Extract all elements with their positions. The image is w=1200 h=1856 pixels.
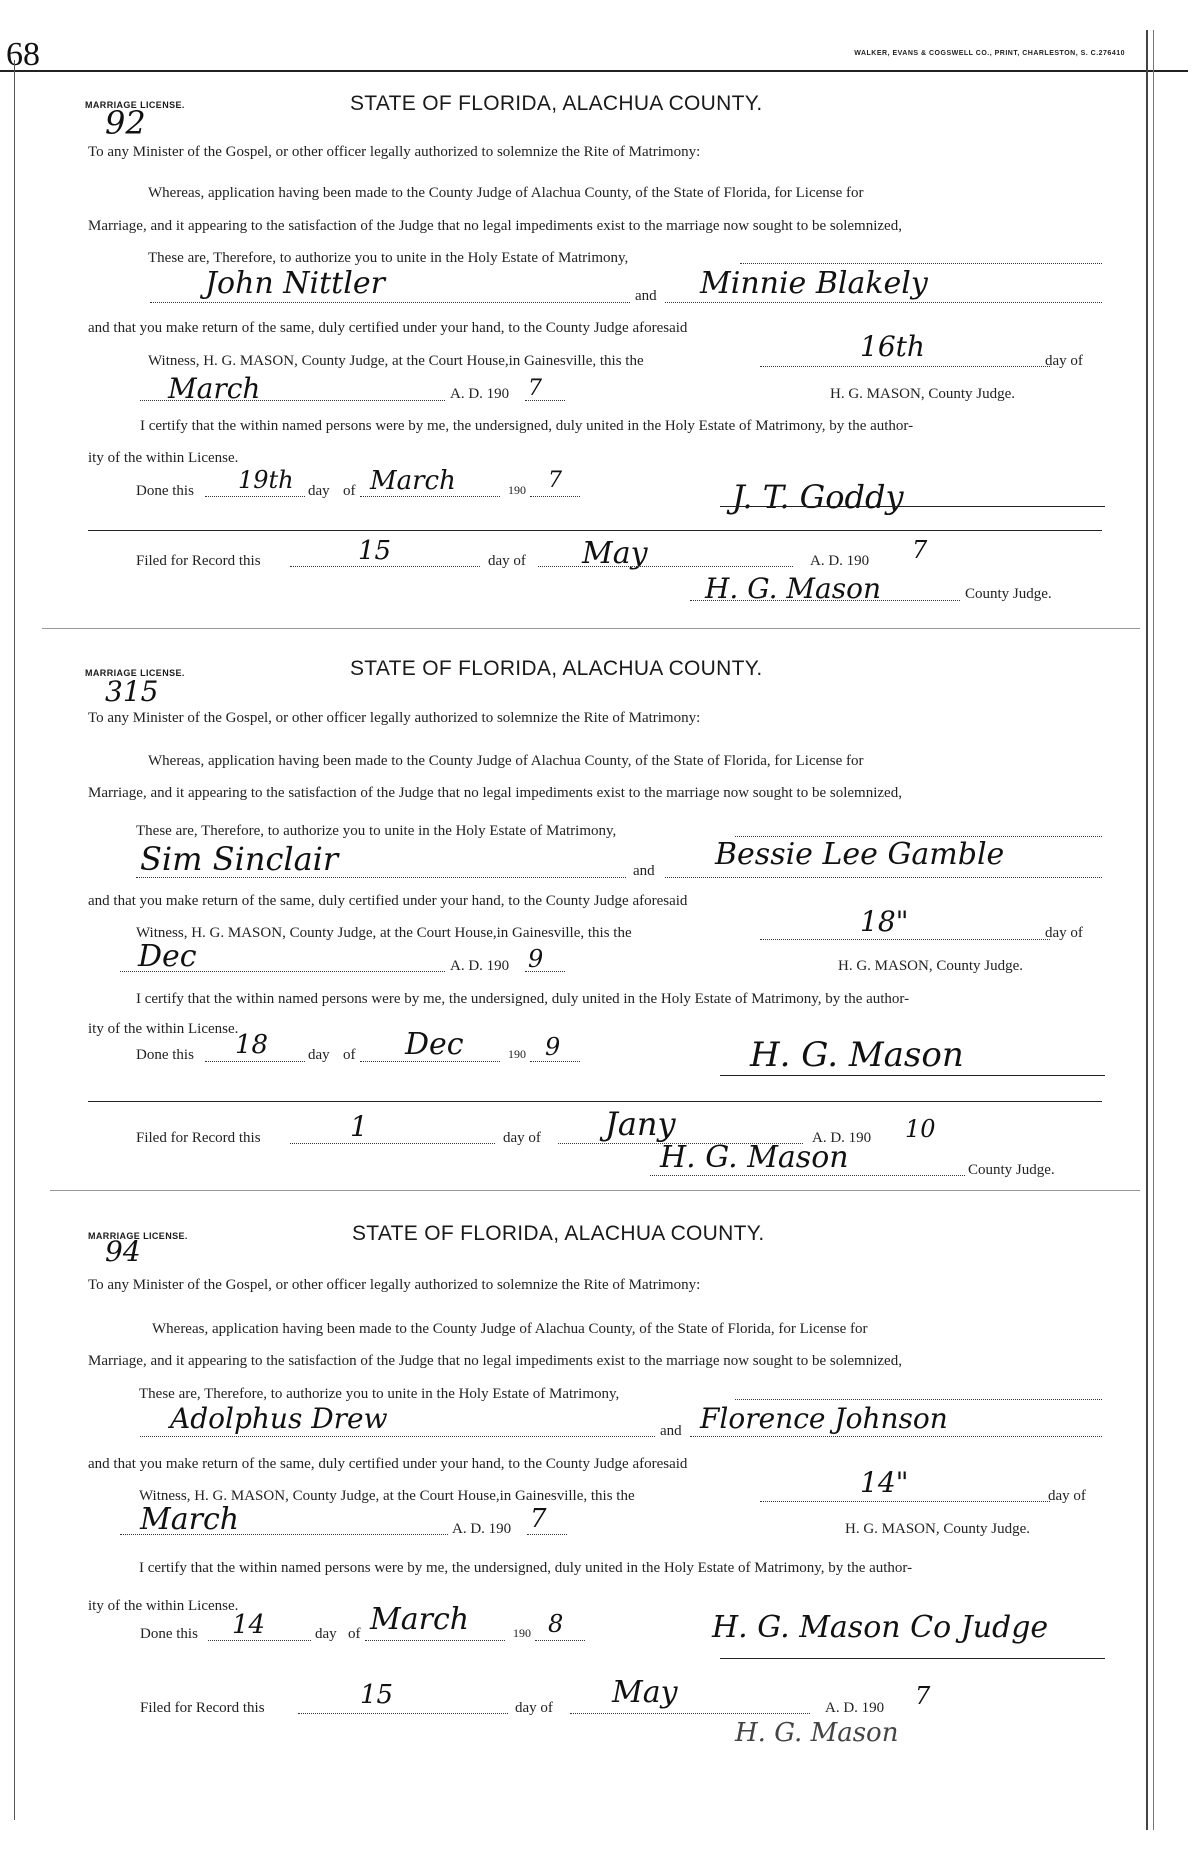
issue-day: 16th (860, 330, 925, 363)
officiant-signature: H. G. Mason (750, 1035, 964, 1075)
filed-ad-text: A. D. 190 (810, 553, 870, 569)
day-of-text: day of (515, 1700, 553, 1716)
ad-text: A. D. 190 (452, 1521, 512, 1537)
to-minister-text: To any Minister of the Gospel, or other officer legally authorized to solemnize the Rite of Matrimony: (88, 144, 701, 160)
dotted-line (140, 1436, 655, 1437)
day-of-text: day of (503, 1130, 541, 1146)
form-heading: STATE OF FLORIDA, ALACHUA COUNTY. (350, 92, 763, 115)
filed-text: Filed for Record this (140, 1700, 265, 1716)
dotted-line (290, 1143, 495, 1144)
done-day: 19th (238, 466, 294, 494)
filed-day: 15 (358, 536, 392, 566)
dotted-line (208, 1640, 311, 1641)
authority-text: ity of the within License. (88, 450, 239, 466)
filed-month: Jany (605, 1105, 676, 1143)
issue-year: 9 (528, 945, 544, 973)
done-month: March (370, 466, 456, 496)
year-prefix: 190 (513, 1626, 531, 1640)
done-year: 8 (548, 1610, 564, 1638)
bride-name: Minnie Blakely (700, 266, 928, 301)
return-text: and that you make return of the same, duly certified under your hand, to the County Judge aforesaid (88, 893, 688, 909)
and-text: and (635, 288, 657, 304)
section-rule (88, 1101, 1102, 1102)
groom-name: Adolphus Drew (170, 1402, 388, 1435)
dotted-line (525, 971, 565, 972)
filed-signature: H. G. Mason (660, 1140, 849, 1175)
left-margin-rule (14, 60, 15, 1820)
signature-line (720, 1075, 1105, 1076)
license-number: 94 (105, 1235, 141, 1268)
dotted-line (760, 939, 1050, 940)
license-number: 315 (105, 675, 159, 708)
filed-month: May (612, 1675, 678, 1710)
certify-text: I certify that the within named persons were by me, the undersigned, duly united in the Holy Estate of Matrimony, by the author- (139, 1560, 913, 1576)
filed-text: Filed for Record this (136, 1130, 261, 1146)
issue-month: March (140, 1502, 240, 1537)
marriage-text: Marriage, and it appearing to the satisfaction of the Judge that no legal impediments exist to the marriage now sought to be solemnized, (88, 1353, 902, 1369)
dotted-line (150, 302, 630, 303)
record-divider (50, 1190, 1140, 1191)
and-text: and (660, 1423, 682, 1439)
section-rule (88, 530, 1102, 531)
county-judge-text: County Judge. (968, 1162, 1055, 1178)
judge-text: H. G. MASON, County Judge. (845, 1521, 1031, 1537)
bride-name: Bessie Lee Gamble (715, 837, 1005, 872)
officiant-signature: J. T. Goddy (732, 478, 904, 516)
done-month: Dec (405, 1027, 464, 1062)
dotted-line (298, 1713, 508, 1714)
to-minister-text: To any Minister of the Gospel, or other officer legally authorized to solemnize the Rite of Matrimony: (88, 1277, 701, 1293)
dotted-line (205, 496, 305, 497)
certify-text: I certify that the within named persons were by me, the undersigned, duly united in the Holy Estate of Matrimony, by the author- (136, 991, 910, 1007)
day-of-text: day of (1045, 925, 1083, 941)
dotted-line (365, 1640, 505, 1641)
ad-text: A. D. 190 (450, 386, 510, 402)
form-heading: STATE OF FLORIDA, ALACHUA COUNTY. (350, 657, 763, 680)
dotted-line (665, 877, 1102, 878)
year-prefix: 190 (508, 483, 526, 497)
filed-year: 7 (912, 536, 928, 564)
marriage-text: Marriage, and it appearing to the satisfaction of the Judge that no legal impediments exist to the marriage now sought to be solemnized, (88, 785, 902, 801)
dotted-line (290, 566, 480, 567)
day-of-text: day of (488, 553, 526, 569)
filed-signature: H. G. Mason (735, 1718, 899, 1748)
witness-text: Witness, H. G. MASON, County Judge, at the Court House,in Gainesville, this the (139, 1488, 635, 1504)
ad-text: A. D. 190 (450, 958, 510, 974)
filed-month: May (582, 536, 648, 571)
of-text: of (343, 483, 356, 499)
and-text: and (633, 863, 655, 879)
groom-name: Sim Sinclair (140, 840, 339, 878)
top-rule (0, 70, 1188, 72)
authority-text: ity of the within License. (88, 1598, 239, 1614)
year-prefix: 190 (508, 1047, 526, 1061)
dotted-line (650, 1175, 965, 1176)
day-of-text: day of (1045, 353, 1083, 369)
dotted-line (530, 496, 580, 497)
right-margin-rule (1146, 30, 1148, 1830)
dotted-line (527, 1534, 567, 1535)
certify-text: I certify that the within named persons were by me, the undersigned, duly united in the Holy Estate of Matrimony, by the author- (140, 418, 914, 434)
form-heading: STATE OF FLORIDA, ALACHUA COUNTY. (352, 1222, 765, 1245)
filed-day: 1 (350, 1110, 368, 1143)
these-are-text: These are, Therefore, to authorize you to unite in the Holy Estate of Matrimony, (136, 823, 617, 839)
right-margin-rule-inner (1153, 30, 1154, 1830)
these-are-text: These are, Therefore, to authorize you to unite in the Holy Estate of Matrimony, (139, 1386, 620, 1402)
day-text: day (308, 1047, 330, 1063)
signature-line (720, 1658, 1105, 1659)
printer-imprint: WALKER, EVANS & COGSWELL CO., PRINT, CHARLESTON, S. C.276410 (854, 50, 1125, 57)
of-text: of (348, 1626, 361, 1642)
filed-signature: H. G. Mason (705, 572, 882, 605)
license-label: MARRIAGE LICENSE. (85, 668, 185, 678)
officiant-signature: H. G. Mason Co Judge (712, 1610, 1049, 1645)
done-year: 7 (548, 468, 562, 493)
return-text: and that you make return of the same, duly certified under your hand, to the County Judge aforesaid (88, 1456, 688, 1472)
filed-year: 7 (915, 1682, 931, 1710)
return-text: and that you make return of the same, duly certified under your hand, to the County Judge aforesaid (88, 320, 688, 336)
done-this-text: Done this (140, 1626, 198, 1642)
day-of-text: day of (1048, 1488, 1086, 1504)
county-judge-text: County Judge. (965, 586, 1052, 602)
signature-line (720, 506, 1105, 507)
bride-name: Florence Johnson (700, 1402, 948, 1435)
dotted-line (136, 877, 626, 878)
done-day: 18 (235, 1030, 269, 1060)
judge-text: H. G. MASON, County Judge. (838, 958, 1024, 974)
filed-ad-text: A. D. 190 (825, 1700, 885, 1716)
judge-text: H. G. MASON, County Judge. (830, 386, 1016, 402)
dotted-line (140, 400, 445, 401)
witness-text: Witness, H. G. MASON, County Judge, at the Court House,in Gainesville, this the (148, 353, 644, 369)
dotted-line (690, 1436, 1102, 1437)
done-year: 9 (545, 1033, 561, 1061)
filed-text: Filed for Record this (136, 553, 261, 569)
dotted-line (360, 1061, 500, 1062)
dotted-line (665, 302, 1102, 303)
license-label: MARRIAGE LICENSE. (88, 1231, 188, 1241)
whereas-text: Whereas, application having been made to the County Judge of Alachua County, of the State of Florida, for License for (148, 185, 864, 201)
record-divider (42, 628, 1140, 629)
day-text: day (308, 483, 330, 499)
issue-day: 14" (860, 1466, 909, 1499)
dotted-line (538, 566, 793, 567)
of-text: of (343, 1047, 356, 1063)
issue-year: 7 (528, 376, 542, 401)
dotted-line (205, 1061, 305, 1062)
dotted-line (735, 1399, 1102, 1400)
license-label: MARRIAGE LICENSE. (85, 100, 185, 110)
filed-day: 15 (360, 1680, 394, 1710)
dotted-line (760, 1501, 1050, 1502)
license-number: 92 (105, 104, 146, 142)
whereas-text: Whereas, application having been made to the County Judge of Alachua County, of the State of Florida, for License for (152, 1321, 868, 1337)
dotted-line (740, 263, 1102, 264)
day-text: day (315, 1626, 337, 1642)
dotted-line (760, 366, 1050, 367)
dotted-line (530, 1061, 580, 1062)
issue-year: 7 (530, 1504, 547, 1534)
filed-ad-text: A. D. 190 (812, 1130, 872, 1146)
page-number: 68 (6, 36, 40, 73)
dotted-line (360, 496, 500, 497)
done-month: March (370, 1602, 470, 1637)
dotted-line (570, 1713, 810, 1714)
groom-name: John Nittler (205, 266, 385, 301)
dotted-line (120, 1534, 448, 1535)
dotted-line (535, 1640, 585, 1641)
witness-text: Witness, H. G. MASON, County Judge, at the Court House,in Gainesville, this the (136, 925, 632, 941)
authority-text: ity of the within License. (88, 1021, 239, 1037)
issue-month: Dec (138, 939, 197, 974)
whereas-text: Whereas, application having been made to the County Judge of Alachua County, of the State of Florida, for License for (148, 753, 864, 769)
dotted-line (120, 971, 445, 972)
done-day: 14 (232, 1610, 266, 1640)
these-are-text: These are, Therefore, to authorize you to unite in the Holy Estate of Matrimony, (148, 250, 629, 266)
issue-day: 18" (860, 905, 909, 938)
done-this-text: Done this (136, 1047, 194, 1063)
to-minister-text: To any Minister of the Gospel, or other officer legally authorized to solemnize the Rite of Matrimony: (88, 710, 701, 726)
done-this-text: Done this (136, 483, 194, 499)
issue-month: March (168, 372, 261, 405)
dotted-line (690, 600, 960, 601)
dotted-line (525, 400, 565, 401)
marriage-text: Marriage, and it appearing to the satisfaction of the Judge that no legal impediments exist to the marriage now sought to be solemnized, (88, 218, 902, 234)
filed-year: 10 (905, 1115, 936, 1143)
